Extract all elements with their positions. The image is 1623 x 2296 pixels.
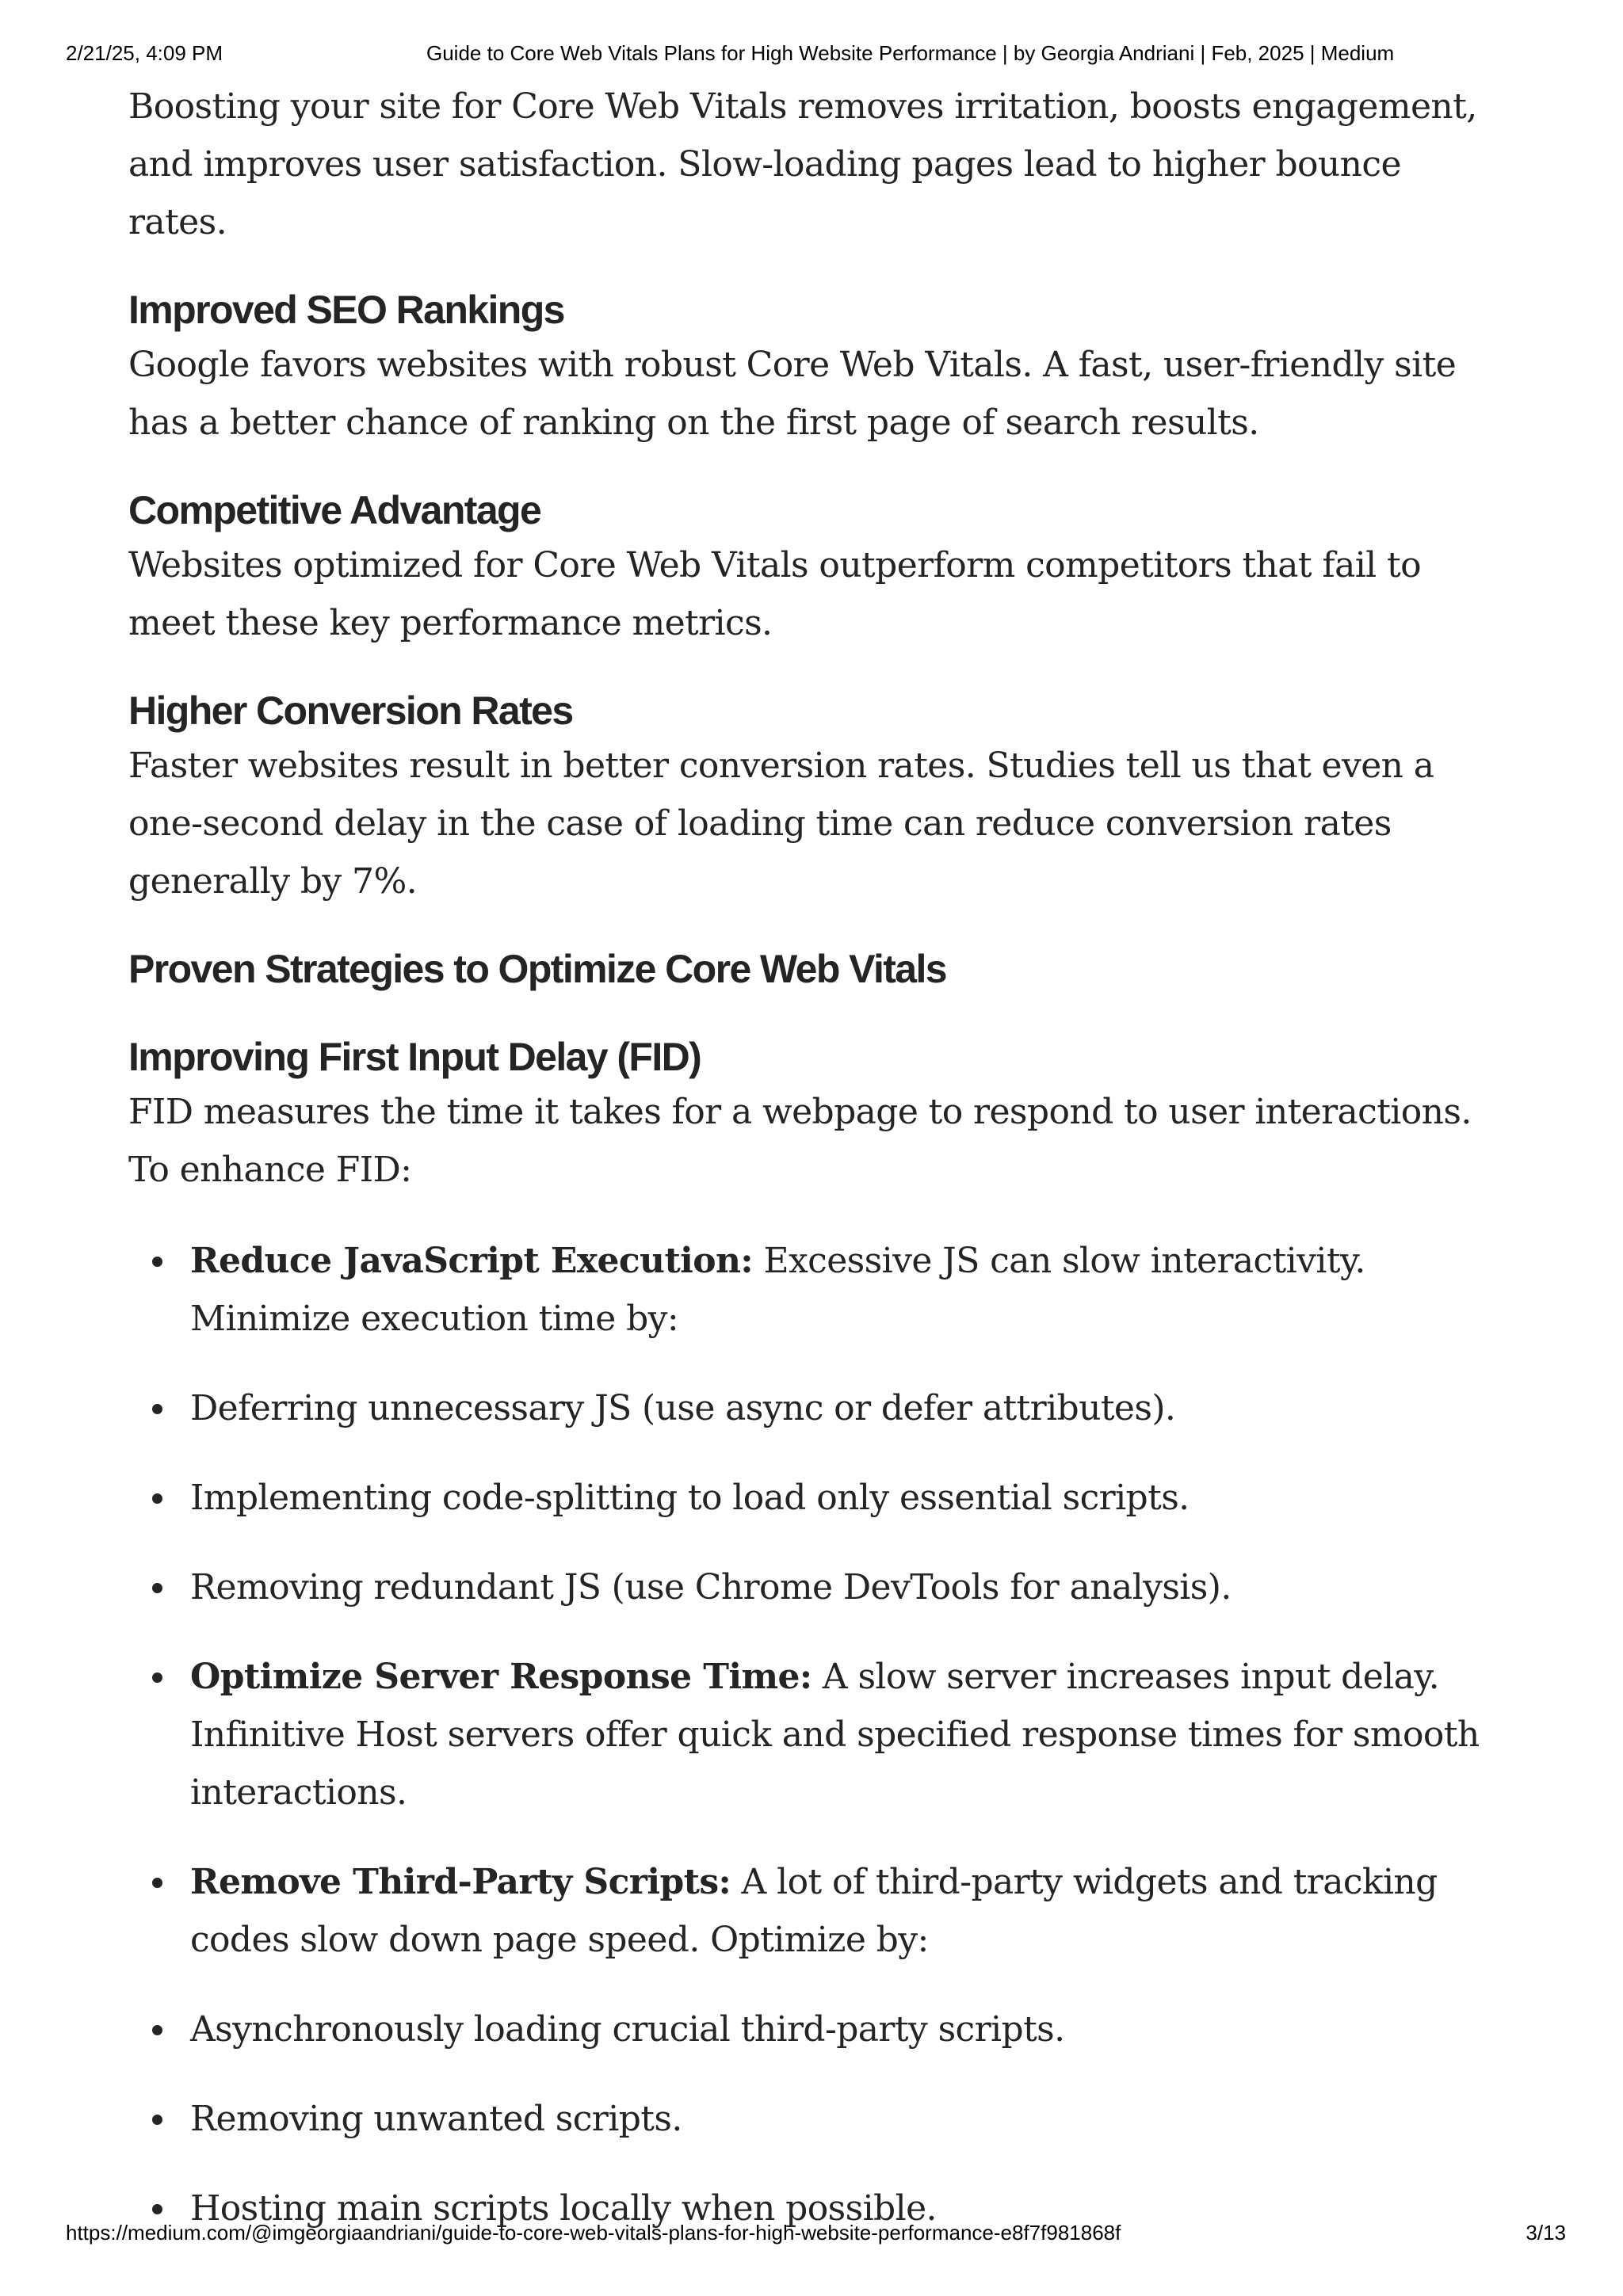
bullet-text: Hosting main scripts locally when possible. <box>190 2188 937 2229</box>
list-item <box>128 1648 1499 1821</box>
list-item <box>128 1232 1499 1348</box>
list-item <box>128 2000 1499 2058</box>
section-heading-seo: Improved SEO Rankings <box>128 288 564 332</box>
fid-heading: Improving First Input Delay (FID) <box>128 1035 701 1079</box>
print-datetime: 2/21/25, 4:09 PM <box>66 41 223 65</box>
section-heading-competitive: Competitive Advantage <box>128 488 541 532</box>
bullet-bold-lead: Remove Third-Party Scripts: <box>190 1862 731 1902</box>
list-item <box>128 2090 1499 2148</box>
bullet-text: A lot of third-party widgets and tracking codes slow down page speed. Optimize by: <box>190 1862 1438 1960</box>
bullet-dot <box>152 2025 162 2035</box>
bullet-dot <box>152 1257 162 1267</box>
bullet-dot <box>152 2204 162 2214</box>
bullet-dot <box>152 1672 162 1683</box>
bullet-dot <box>152 2115 162 2125</box>
print-header <box>0 41 1623 73</box>
bullet-dot <box>152 1404 162 1414</box>
print-footer <box>0 2221 1623 2252</box>
bullet-text: A slow server increases input delay. Infinitive Host servers offer quick and specified response times for smooth interactions. <box>190 1657 1480 1813</box>
section-body-competitive: Websites optimized for Core Web Vitals outperform competitors that fail to meet these key performance metrics. <box>128 545 1422 643</box>
bullet-bold-lead: Optimize Server Response Time: <box>190 1657 812 1697</box>
bullet-text: Removing redundant JS (use Chrome DevTools for analysis). <box>190 1567 1232 1608</box>
list-item <box>128 1853 1499 1969</box>
bullet-dot <box>152 1583 162 1593</box>
bullet-text: Removing unwanted scripts. <box>190 2099 682 2139</box>
bullet-text: Implementing code-splitting to load only essential scripts. <box>190 1478 1190 1518</box>
bullet-bold-lead: Reduce JavaScript Execution: <box>190 1241 754 1281</box>
list-item <box>128 1379 1499 1437</box>
intro-paragraph: Boosting your site for Core Web Vitals removes irritation, boosts engagement, and improves user satisfaction. Slow-loading pages lead to higher bounce rates. <box>128 86 1477 242</box>
bullet-text: Excessive JS can slow interactivity. Minimize execution time by: <box>190 1241 1365 1339</box>
strategies-heading: Proven Strategies to Optimize Core Web Vitals <box>128 947 947 991</box>
print-url: https://medium.com/@imgeorgiaandriani/guide-to-core-web-vitals-plans-for-high-website-performance-e8f7f981868f <box>66 2221 1121 2245</box>
bullet-dot <box>152 1493 162 1504</box>
fid-intro: FID measures the time it takes for a webpage to respond to user interactions. To enhance FID: <box>128 1092 1472 1190</box>
bullet-text: Deferring unnecessary JS (use async or defer attributes). <box>190 1388 1176 1428</box>
print-page-title: Guide to Core Web Vitals Plans for High Website Performance | by Georgia Andriani | Feb, 2025 | Medium <box>426 41 1395 65</box>
bullet-text: Asynchronously loading crucial third-party scripts. <box>190 2009 1065 2050</box>
section-body-conversion: Faster websites result in better conversion rates. Studies tell us that even a one-second delay in the case of loading time can reduce conversion rates generally by 7%. <box>128 746 1434 902</box>
list-item <box>128 1469 1499 1527</box>
section-heading-conversion: Higher Conversion Rates <box>128 688 573 733</box>
list-item <box>128 1558 1499 1616</box>
article-body <box>128 78 1499 2237</box>
bullet-dot <box>152 1878 162 1888</box>
fid-bullet-list <box>128 1232 1499 2237</box>
print-page-number: 3/13 <box>1526 2221 1566 2245</box>
section-body-seo: Google favors websites with robust Core Web Vitals. A fast, user-friendly site has a better chance of ranking on the first page of search results. <box>128 345 1457 443</box>
